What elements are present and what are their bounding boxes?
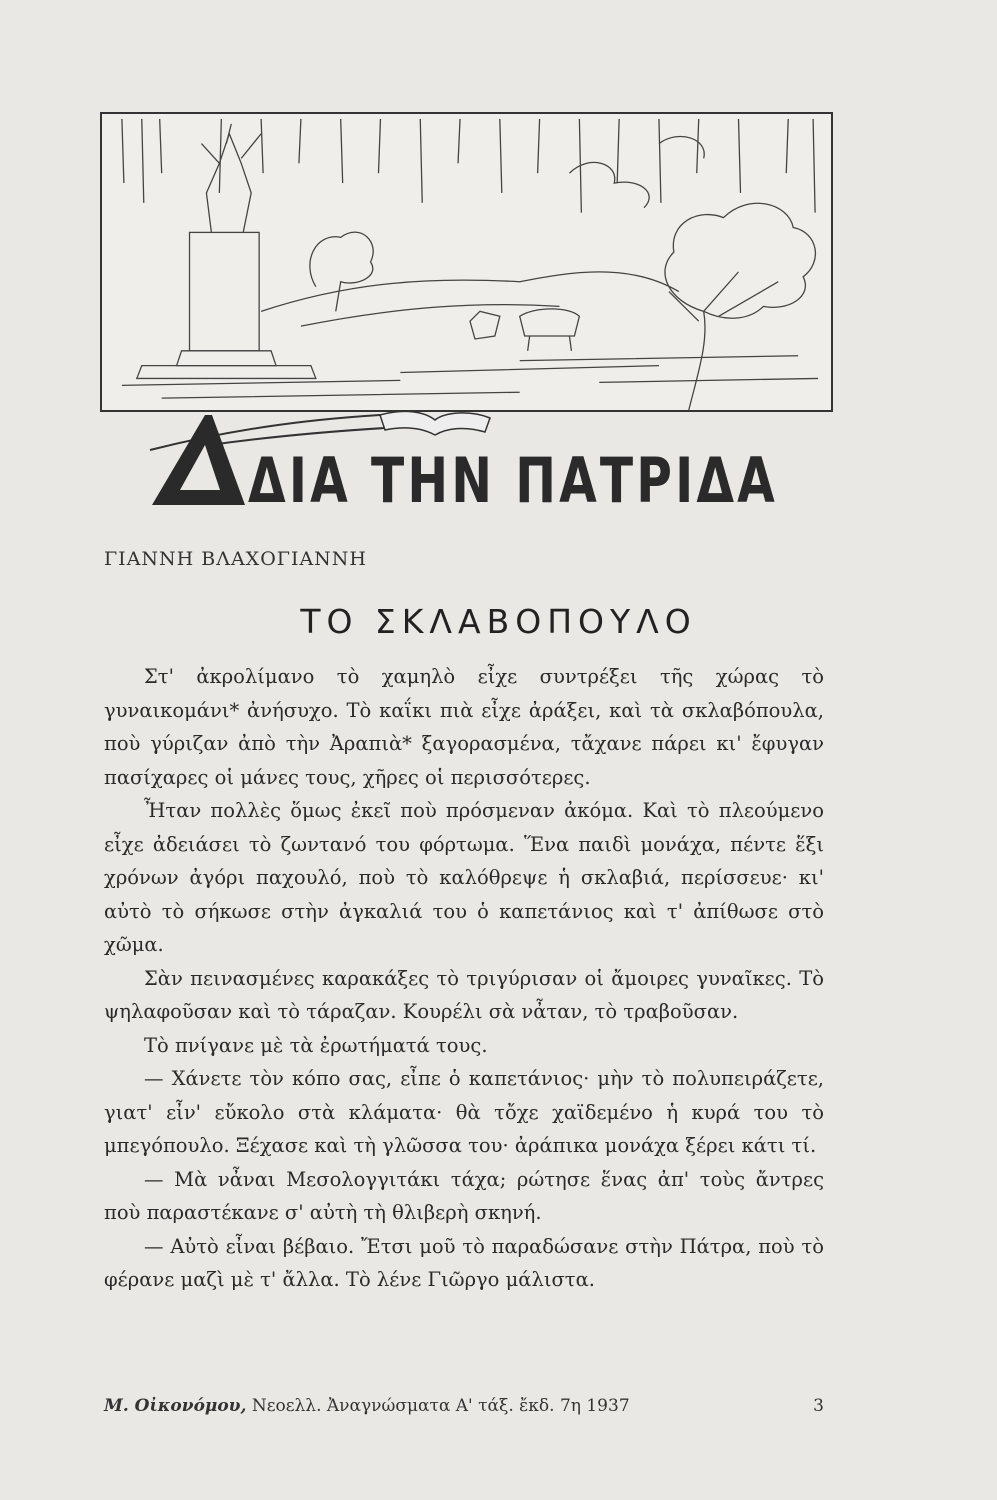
paragraph: Σὰν πεινασμένες καρακάξες τὸ τριγύρισαν οἱ ἄμοιρες γυναῖκες. Τὸ ψηλαφοῦσαν καὶ τὸ τάραζαν. Κουρέλι σὰ νἆταν, τὸ τραβοῦσαν. [104,966,824,1023]
banner-title [150,410,790,520]
footer-editor: Μ. Οἰκονόμου, [104,1396,247,1416]
paragraph: Στ' ἀκρολίμανο τὸ χαμηλὸ εἶχε συντρέξει τῆς χώρας τὸ γυναικομάνι* ἀνήσυχο. Τὸ καΐκι πιὰ εἶχε ἀράξει, καὶ τὰ σκλαβόπουλα, ποὺ γύριζαν ἀπὸ τὴν Ἀραπιὰ* ξαγορασμένα, τἄχανε πάρει κι' ἔφυγαν πασίχαρες οἱ μάνες τους, χῆρες οἱ περισσότερες. [104,665,824,789]
page-footer [104,1396,824,1416]
delta-initial [152,415,245,505]
paragraph: — Μὰ νἆναι Μεσολογγιτάκι τάχα; ρώτησε ἕνας ἀπ' τοὺς ἄντρες ποὺ παραστέκανε σ' αὐτὴ τὴ θλιβερὴ σκηνή. [104,1167,824,1224]
banner-title-text: ΔΙΑ ΤΗΝ ΠΑΤΡΙΔΑ [248,444,778,517]
book-icon [380,411,490,435]
paragraph: — Αὐτὸ εἶναι βέβαιο. Ἔτσι μοῦ τὸ παραδώσανε στὴν Πάτρα, ποὺ τὸ φέρανε μαζὶ μὲ τ' ἄλλα. Τὸ λένε Γιῶργο μάλιστα. [104,1234,824,1291]
paragraph: Ἦταν πολλὲς ὅμως ἐκεῖ ποὺ πρόσμεναν ἀκόμα. Καὶ τὸ πλεούμενο εἶχε ἀδειάσει τὸ ζωντανό του φόρτωμα. Ἕνα παιδὶ μονάχα, πέντε ἕξι χρόνων ἀγόρι παχουλό, ποὺ τὸ καλόθρεψε ἡ σκλαβιά, περίσσευε· κι' αὐτὸ τὸ σήκωσε στὴν ἀγκαλιά του ὁ καπετάνιος καὶ τ' ἀπίθωσε στὸ χῶμα. [104,799,824,956]
footer-citation: Νεοελλ. Ἀναγνώσματα Α' τάξ. ἔκδ. 7η 1937 [251,1396,630,1416]
page-number: 3 [813,1396,824,1416]
header-illustration [100,112,833,412]
landscape-drawing [102,114,831,410]
paragraph: Τὸ πνίγανε μὲ τὰ ἐρωτήματά τους. [144,1033,488,1057]
story-body [104,660,824,1297]
story-title: ΤΟ ΣΚΛΑΒΟΠΟΥΛΟ [300,602,697,641]
paragraph: — Χάνετε τὸν κόπο σας, εἶπε ὁ καπετάνιος· μὴν τὸ πολυπειράζετε, γιατ' εἶν' εὔκολο στὰ κλάματα· θὰ τὄχε χαϊδεμένο ἡ κυρά του τὸ μπεγόπουλο. Ξέχασε καὶ τὴ γλῶσσα του· ἀράπικα μονάχα ξέρει κάτι τί. [104,1067,824,1157]
banner-artwork [150,410,790,520]
author-name: ΓΙΑΝΝΗ ΒΛΑΧΟΓΙΑΝΝΗ [104,548,368,570]
